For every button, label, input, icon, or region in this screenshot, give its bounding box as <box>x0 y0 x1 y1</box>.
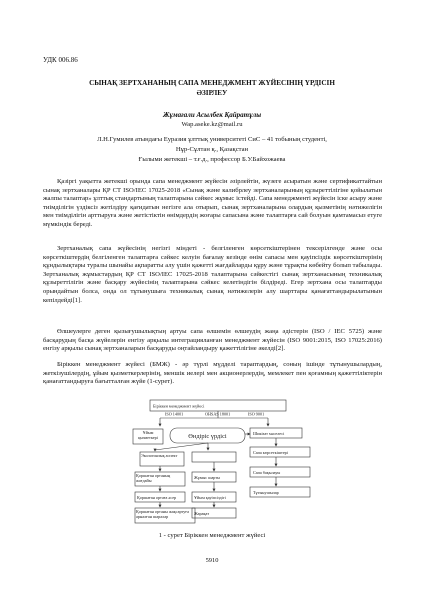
figure-std-iso14001: ISO 14001 <box>165 411 184 417</box>
figure-right-box-1: Сапа көрсеткіштері <box>253 450 288 455</box>
figure-mid-box-1: Жұмыс шарты <box>194 475 220 480</box>
figure-std-iso9001: ISO 9001 <box>248 411 265 417</box>
figure-left-small-box: Ұйым қызметкері <box>138 430 158 440</box>
supervisor: Ғылыми жетекшi – т.ғ.д., профессор Б.У.Байхожаева <box>138 156 286 163</box>
affiliation-line-2: Нұр-Сұлтан қ., Қазақстан <box>175 146 249 153</box>
author-name: Жұмағали Асылбек Қайратұлы <box>162 111 262 119</box>
figure-env-box: Экологиялық аспект <box>141 453 178 458</box>
figure-left-box-3: Қоршаған ортаны жақсартуға арналған шаралар <box>136 509 189 519</box>
figure-right-box-2: Сапа бақылауы <box>253 470 281 475</box>
body-paragraph-1: Қазіргі уақытта жетекші орында сапа менеджмент жүйесін әзірлейтін, жүзеге асыратын және сертификаттайтын сынақ зертханалары ҚР СТ ISO/IEC 17025-2018 «Сынақ және калибрлеу зертханаларының құзыреттілігіне қойылатын жалпы талаптар» ұлттық стандартының талаптарына сәйкес жұмыс істейді. Сапа менеджменті жүйесін іске асыру және тиімділігін үздіксіз жетілдіру қағидатын негізге ала отырып, сынақ зертханаларына олардың қызметінің нәтижелігін мен тиімділігін арттыруға және жетістіктін өнімдердің жоғары сапасына және талаптарға сай болуын қамтамасыз етуге мүмкіндік береді. <box>43 178 382 228</box>
affiliation-line-1: Л.Н.Гумилев атындағы Еуразия ұлттық университеті СиС – 41 тобының студенті, <box>97 136 327 143</box>
figure-mid-box-2: Ұйым қауіпсіздігі <box>194 495 226 500</box>
figure-center-box: Өндіріс үрдісі <box>188 433 227 440</box>
figure-mid-box-3: Жарақат <box>194 511 210 516</box>
figure-top-box: Біріккен менеджмент жүйесі <box>153 403 205 409</box>
figure-right-box-3: Тұтынушылар <box>253 490 279 495</box>
page-number: 5910 <box>205 557 219 564</box>
body-paragraph-2: Зертханалық сапа жүйесінің негізгі міндеті - белгіленген көрсеткіштерінен тексерілгенде және осы көрсеткіштердің белгіленген талаптарға сәйкес келуін бағалау кезінде өнім сапасы мен қауіпсіздік көрсеткіштерінің құндылықтары туралы шынайы ақпаратты алу үшін қажетті жағдайларды құру және тұрақты көбейту болып табылады. Зертханалық жұмыстардың ҚР СТ ISO/IEC 17025-2018 талаптарына сәйкестігі сынақ зертханасының техникалық құзыреттілігін және басқару жүйесінің талаптарына сәйкес келетіндігін білдіреді. Егер зертхана осы талаптарды орындайтын болса, онда ол тұтынушыға техникалық сынақ нәтижелерін алу шарттары қанағаттандырылатынын кепілдейді[1]. <box>43 245 382 304</box>
udc-code: УДК 006.86 <box>43 56 78 64</box>
author-email[interactable]: Wap.aseke.kz@mail.ru <box>181 121 243 128</box>
body-paragraph-3: Өлшеулерге деген қызығушылықтың артуы сапа өлшемін өлшеудің жаңа әдістерін (ISO / IEC 5725) және басқарудың басқа жүйелерін енгізу арқылы интеграцияланған менеджмент жүйесін (ISO 9001:2015, ISO 17025:2016) енгізу арқылы сынақ зертханаларын басқаруды оңтайландыру қажеттілігіне әкелді[2]. <box>43 328 382 353</box>
paper-title-line-2: ӘЗІРЛЕУ <box>196 89 228 97</box>
body-paragraph-4: Біріккен менеджмент жүйесі (БМЖ) - әр түрлі мүдделі тараптардың, соның ішінде тұтынушылардың, жеткізушілердің, ұйым қызметкерлерінің, меншік иелері мен акционерлердің, мемлекет пен қоғамның қажеттіліктерін қанағаттандыруға бағытталған жүйе (1-сурет). <box>43 361 382 386</box>
figure-top-right-box: Шикізат мәселесі <box>253 431 285 436</box>
figure-std-ohsas18001: OHSAS 18001 <box>205 411 231 417</box>
figure-left-box-1: Қоршаған ортаның жағдайы <box>136 473 171 483</box>
paper-title-line-1: СЫНАҚ ЗЕРТХАНАНЫҢ САПА МЕНЕДЖМЕНТ ЖҮЙЕСІНІҢ ҮРДІСІН <box>89 79 335 87</box>
figure-caption: 1 - сурет Біріккен менеджмент жүйесі <box>158 532 266 539</box>
figure-left-box-2: Қоршаған ортаға әсер <box>137 495 177 500</box>
